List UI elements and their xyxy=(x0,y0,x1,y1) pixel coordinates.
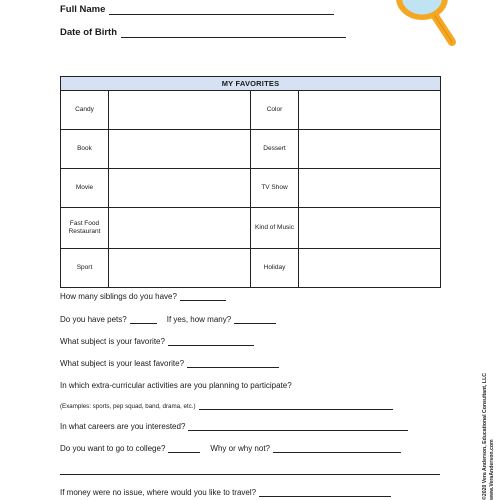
answer-line[interactable] xyxy=(187,359,279,368)
favorite-answer-cell[interactable] xyxy=(299,130,441,169)
question-text: Do you want to go to college? xyxy=(60,444,166,453)
favorite-label: TV Show xyxy=(251,169,299,208)
answer-line[interactable] xyxy=(188,422,408,431)
favorites-title: MY FAVORITES xyxy=(61,77,441,91)
copyright-website: www.VeraAnderson.com xyxy=(489,439,496,500)
question-favorite-subject xyxy=(60,337,254,346)
full-name-label: Full Name xyxy=(60,4,106,15)
question-activities-examples xyxy=(60,401,393,410)
favorite-answer-cell[interactable] xyxy=(109,249,251,288)
favorite-answer-cell[interactable] xyxy=(299,208,441,249)
question-text: Do you have pets? xyxy=(60,315,127,324)
question-text: If yes, how many? xyxy=(166,315,232,324)
copyright-notice xyxy=(482,373,496,500)
favorite-answer-cell[interactable] xyxy=(109,208,251,249)
question-text: In which extra-curricular activities are you planning to participate? xyxy=(60,381,292,390)
answer-line[interactable] xyxy=(273,444,401,453)
favorite-answer-cell[interactable] xyxy=(299,169,441,208)
question-text: How many siblings do you have? xyxy=(60,292,177,301)
question-text: (Examples: sports, pep squad, band, drama, etc.) xyxy=(60,403,196,410)
favorite-label: Kind of Music xyxy=(251,208,299,249)
favorite-label: Color xyxy=(251,91,299,130)
favorite-answer-cell[interactable] xyxy=(299,249,441,288)
question-text: What subject is your favorite? xyxy=(60,337,165,346)
question-text: What subject is your least favorite? xyxy=(60,359,185,368)
favorite-answer-cell[interactable] xyxy=(109,91,251,130)
favorite-answer-cell[interactable] xyxy=(299,91,441,130)
answer-line[interactable] xyxy=(199,401,393,410)
favorite-label: Candy xyxy=(61,91,109,130)
question-siblings xyxy=(60,292,226,301)
favorite-label: Dessert xyxy=(251,130,299,169)
dob-field xyxy=(60,27,346,38)
question-text: Why or why not? xyxy=(210,444,270,453)
question-college xyxy=(60,444,401,453)
question-activities xyxy=(60,381,292,390)
dob-line[interactable] xyxy=(121,28,346,38)
favorites-table xyxy=(60,76,441,288)
answer-line[interactable] xyxy=(259,488,391,497)
dob-label: Date of Birth xyxy=(60,27,117,38)
favorite-label: Sport xyxy=(61,249,109,288)
favorite-answer-cell[interactable] xyxy=(109,169,251,208)
answer-line[interactable] xyxy=(60,474,440,475)
question-careers xyxy=(60,422,408,431)
favorite-label: Holiday xyxy=(251,249,299,288)
favorite-label: Fast Food Restaurant xyxy=(61,208,109,249)
answer-line[interactable] xyxy=(168,444,200,453)
answer-line[interactable] xyxy=(168,337,254,346)
favorite-label: Book xyxy=(61,130,109,169)
favorite-label: Movie xyxy=(61,169,109,208)
full-name-line[interactable] xyxy=(109,5,334,15)
question-least-subject xyxy=(60,359,279,368)
question-text: In what careers are you interested? xyxy=(60,422,186,431)
favorite-answer-cell[interactable] xyxy=(109,130,251,169)
answer-line[interactable] xyxy=(130,315,157,324)
question-text: If money were no issue, where would you like to travel? xyxy=(60,488,257,497)
answer-line[interactable] xyxy=(234,315,276,324)
full-name-field xyxy=(60,4,334,15)
copyright-line: ©2020 Vera Anderson, Educational Consultant, LLC xyxy=(482,372,488,500)
hand-mirror-icon xyxy=(380,0,470,50)
question-pets xyxy=(60,315,276,324)
question-travel xyxy=(60,488,391,497)
answer-line[interactable] xyxy=(180,292,226,301)
